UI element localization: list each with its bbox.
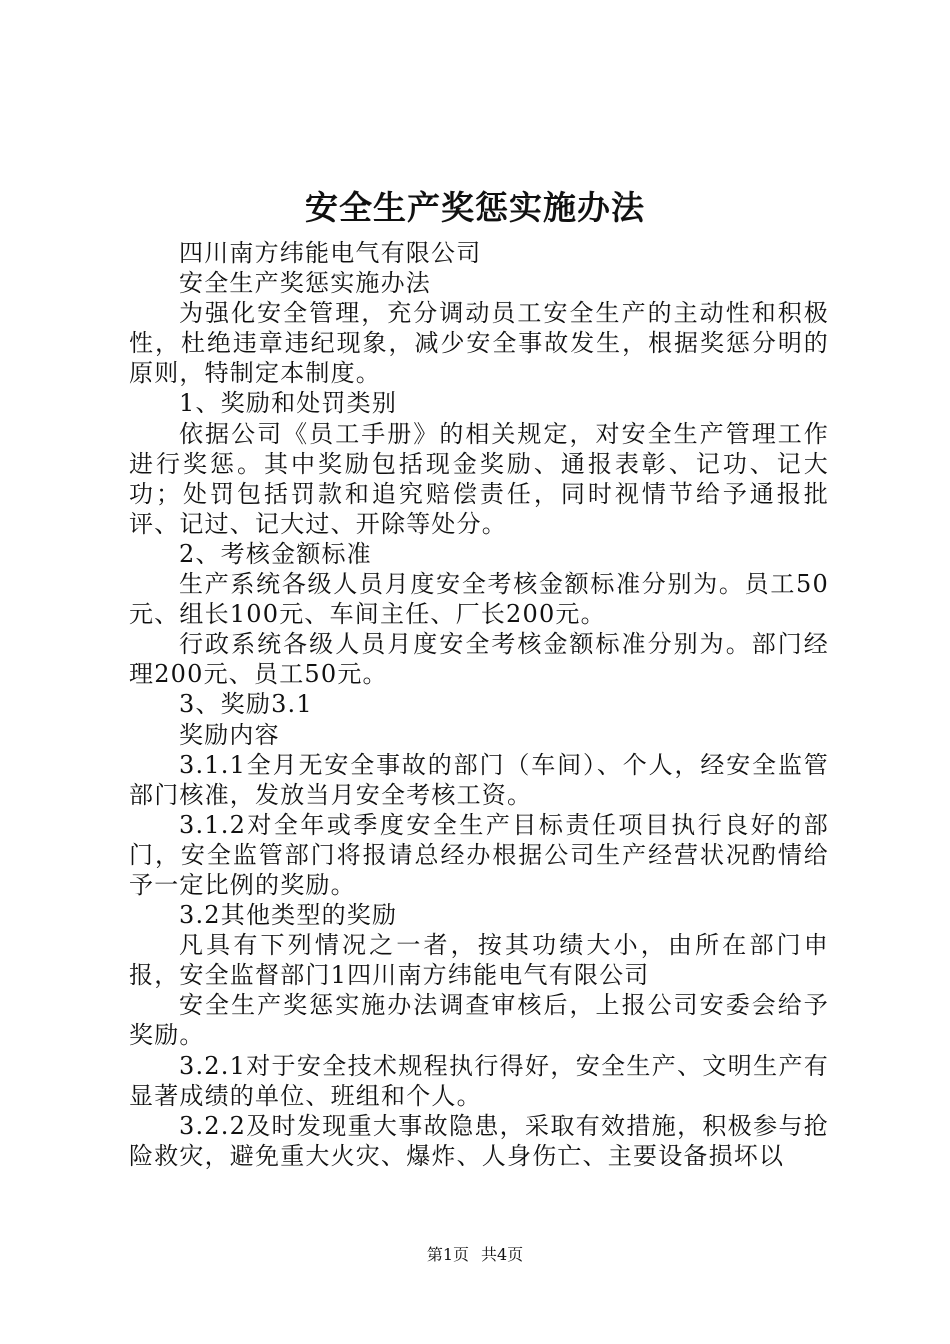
paragraph-production-standard: 生产系统各级人员月度安全考核金额标准分别为。员工50元、组长100元、车间主任、厂长200元。 [129,570,829,629]
paragraph-admin-standard: 行政系统各级人员月度安全考核金额标准分别为。部门经理200元、员工50元。 [129,630,829,689]
heading-section-1: 1、奖励和处罚类别 [179,389,398,418]
paragraph-section-1: 依据公司《员工手册》的相关规定，对安全生产管理工作进行奖惩。其中奖励包括现金奖励、通报表彰、记功、记大功；处罚包括罚款和追究赔偿责任，同时视情节给予通报批评、记过、记大过、开除等处分。 [129,419,829,538]
paragraph-3-1-1: 3.1.1全月无安全事故的部门（车间）、个人，经安全监管部门核准，发放当月安全考核工资。 [129,750,829,809]
paragraph-3-2-review: 安全生产奖惩实施办法调查审核后，上报公司安委会给予奖励。 [129,991,829,1050]
paragraph-subtitle: 安全生产奖惩实施办法 [179,269,431,298]
heading-3-2: 3.2其他类型的奖励 [179,901,398,930]
page-number: 第1页 [426,1245,469,1264]
document-body [129,238,829,1171]
page-footer [0,1244,950,1266]
heading-reward-content: 奖励内容 [179,720,280,749]
heading-section-3: 3、奖励3.1 [179,690,313,719]
paragraph-3-2-2: 3.2.2及时发现重大事故隐患，采取有效措施，积极参与抢险救灾，避免重大火灾、爆炸、人身伤亡、主要设备损坏以 [129,1111,829,1170]
paragraph-company-name: 四川南方纬能电气有限公司 [179,239,482,267]
paragraph-intro: 为强化安全管理，充分调动员工安全生产的主动性和积极性，杜绝违章违纪现象，减少安全事故发生，根据奖惩分明的原则，特制定本制度。 [129,299,829,388]
heading-section-2: 2、考核金额标准 [179,539,372,568]
paragraph-3-2-1: 3.2.1对于安全技术规程执行得好，安全生产、文明生产有显著成绩的单位、班组和个人。 [129,1051,829,1110]
page-title: 安全生产奖惩实施办法 [305,188,645,227]
paragraph-3-2-intro: 凡具有下列情况之一者，按其功绩大小，由所在部门申报，安全监督部门1四川南方纬能电气有限公司 [129,931,829,990]
page-total: 共4页 [481,1245,524,1264]
paragraph-3-1-2: 3.1.2对全年或季度安全生产目标责任项目执行良好的部门，安全监管部门将报请总经办根据公司生产经营状况酌情给予一定比例的奖励。 [129,810,829,899]
